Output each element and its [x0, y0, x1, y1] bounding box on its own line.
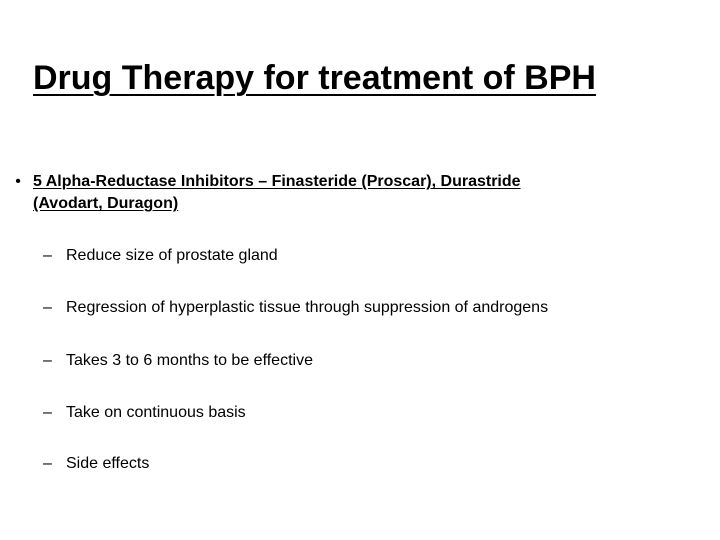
dash-marker: – — [43, 404, 52, 421]
sub-item-text: Side effects — [66, 455, 150, 472]
sub-item — [43, 245, 278, 267]
sub-item-text: Regression of hyperplastic tissue through suppression of androgens — [66, 299, 549, 316]
sub-item-text: Reduce size of prostate gland — [66, 247, 278, 264]
dash-marker: – — [43, 455, 52, 472]
sub-item — [43, 453, 149, 475]
dash-marker: – — [43, 299, 52, 316]
sub-item-text: Takes 3 to 6 months to be effective — [66, 352, 313, 369]
bullet-text: 5 Alpha-Reductase Inhibitors – Finasteride (Proscar), Durastride (Avodart, Duragon) — [33, 173, 521, 212]
sub-item-text: Take on continuous basis — [66, 404, 246, 421]
sub-item — [43, 350, 313, 372]
bullet-marker: • — [15, 173, 21, 190]
sub-item — [43, 402, 246, 424]
slide-title: Drug Therapy for treatment of BPH — [33, 59, 596, 97]
dash-marker: – — [43, 352, 52, 369]
dash-marker: – — [43, 247, 52, 264]
sub-item — [43, 297, 548, 319]
